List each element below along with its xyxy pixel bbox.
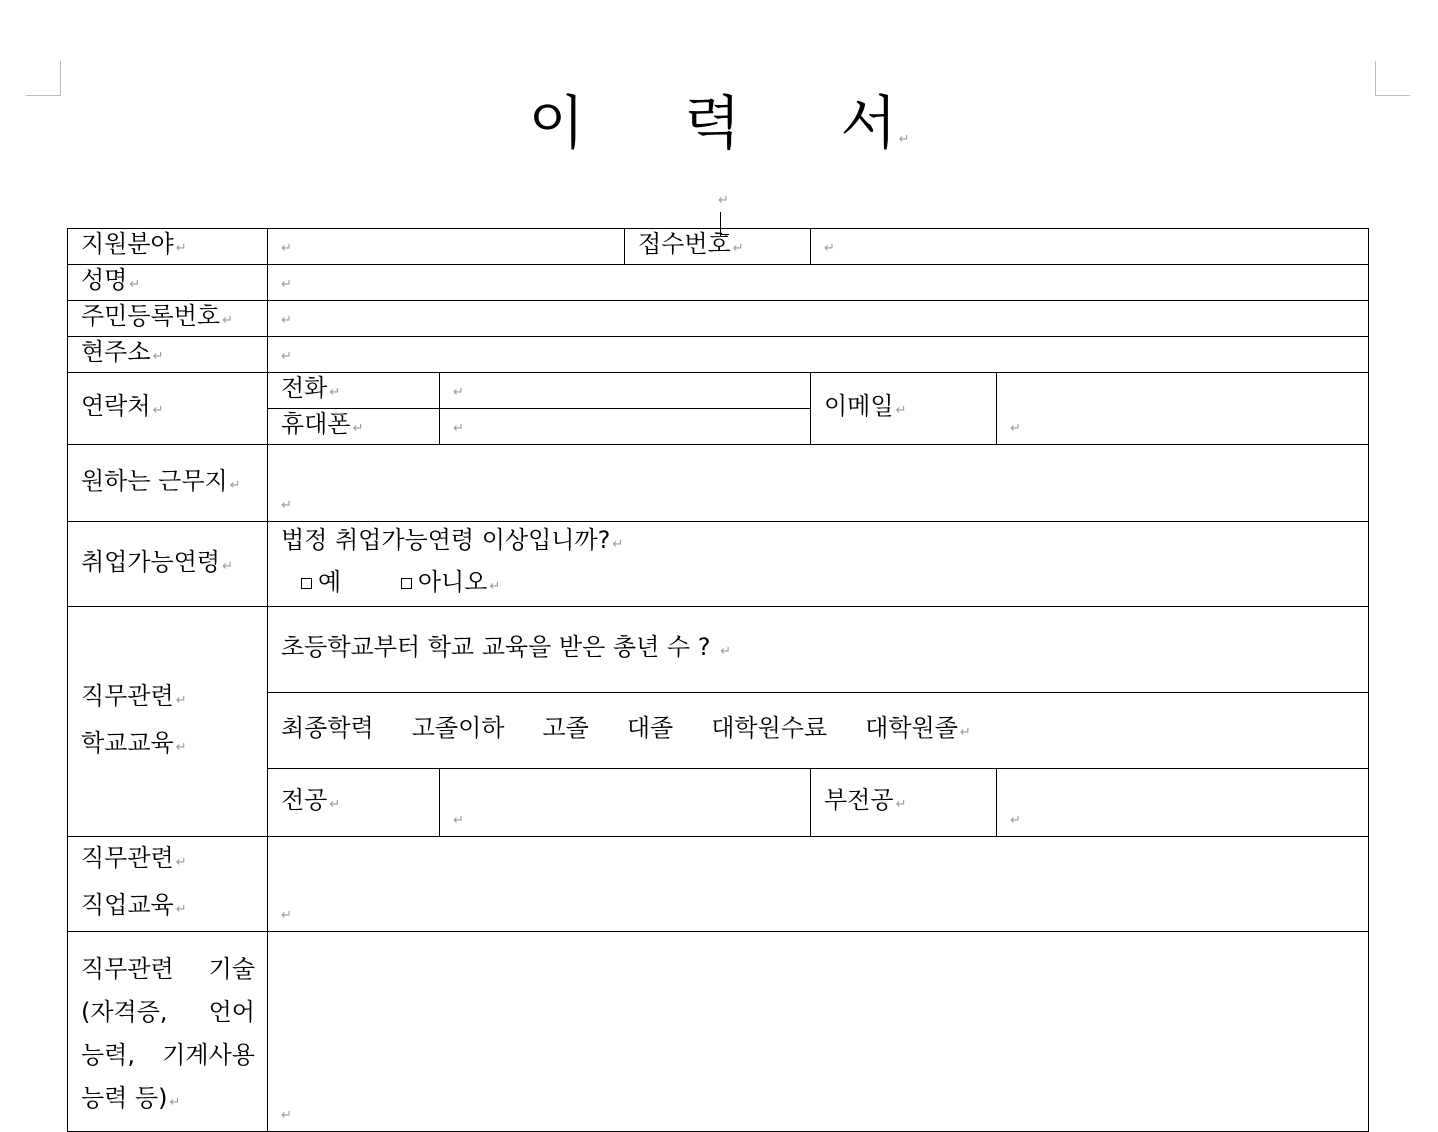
vocational-training-label: 직무관련 ↵ 직업교육 ↵ (68, 837, 268, 932)
mobile-label: 휴대폰 ↵ (268, 409, 440, 445)
phone-label: 전화 ↵ (268, 373, 440, 409)
row-employable-age (68, 522, 1369, 607)
school-education-label: 직무관련 ↵ 학교교육 ↵ (68, 607, 268, 837)
no-checkbox[interactable] (401, 578, 412, 589)
yes-checkbox[interactable] (301, 578, 312, 589)
title-char-3: 서 (840, 89, 897, 157)
row-address (68, 337, 1369, 373)
row-school-years (68, 607, 1369, 693)
row-name (68, 265, 1369, 301)
resident-id-label: 주민등록번호 ↵ (68, 301, 268, 337)
row-desired-workplace (68, 445, 1369, 522)
desired-workplace-input[interactable]: ↵ (268, 445, 1369, 522)
education-option-college[interactable]: 대졸 (626, 714, 674, 742)
major-label: 전공 ↵ (268, 769, 440, 837)
name-input[interactable]: ↵ (268, 265, 1369, 301)
minor-label: 부전공 ↵ (811, 769, 997, 837)
email-label: 이메일 ↵ (811, 373, 997, 445)
document-title (0, 88, 1438, 175)
education-option-highschool[interactable]: 고졸 (542, 714, 589, 742)
final-education-cell: 최종학력 고졸이하 고졸 대졸 대학원수료 대학원졸 ↵ (268, 693, 1369, 769)
field-label: 지원분야 ↵ (68, 229, 268, 265)
resume-form-table (67, 228, 1369, 1132)
paragraph-mark-icon: ↵ (718, 193, 729, 208)
address-input[interactable]: ↵ (268, 337, 1369, 373)
row-job-skills (68, 932, 1369, 1132)
minor-input[interactable]: ↵ (997, 769, 1369, 837)
title-char-1: 이 (528, 89, 585, 157)
employable-age-cell: 법정 취업가능연령 이상입니까? ↵ 예 아니오 ↵ (268, 522, 1369, 607)
final-education-label: 최종학력 (281, 714, 374, 742)
title-char-2: 력 (684, 89, 741, 157)
contact-label: 연락처 ↵ (68, 373, 268, 445)
school-years-question-cell: 초등학교부터 학교 교육을 받은 총년 수 ? ↵ (268, 607, 1369, 693)
row-resident-id (68, 301, 1369, 337)
no-label: 아니오 (417, 568, 488, 596)
vocational-training-input[interactable]: ↵ (268, 837, 1369, 932)
desired-workplace-label: 원하는 근무지 ↵ (68, 445, 268, 522)
employable-age-label: 취업가능연령 ↵ (68, 522, 268, 607)
name-label: 성명 ↵ (68, 265, 268, 301)
address-label: 현주소 ↵ (68, 337, 268, 373)
education-option-below-highschool[interactable]: 고졸이하 (411, 714, 505, 742)
field-input[interactable]: ↵ (268, 229, 625, 265)
education-option-graduate-coursework[interactable]: 대학원수료 (711, 714, 828, 742)
job-skills-input[interactable]: ↵ (268, 932, 1369, 1132)
major-input[interactable]: ↵ (440, 769, 811, 837)
row-field (68, 229, 1369, 265)
yes-label: 예 (318, 568, 342, 596)
mobile-input[interactable]: ↵ (440, 409, 811, 445)
email-input[interactable]: ↵ (997, 373, 1369, 445)
job-skills-label: 직무관련 기술 (자격증, 언어 능력, 기계사용 능력 등) ↵ (68, 932, 268, 1132)
resident-id-input[interactable]: ↵ (268, 301, 1369, 337)
school-years-question: 초등학교부터 학교 교육을 받은 총년 수 ? (281, 633, 711, 661)
education-option-graduate-degree[interactable]: 대학원졸 (865, 714, 958, 742)
phone-input[interactable]: ↵ (440, 373, 811, 409)
row-vocational-training (68, 837, 1369, 932)
receipt-number-input[interactable]: ↵ (811, 229, 1369, 265)
paragraph-mark-icon: ↵ (898, 132, 910, 147)
receipt-number-label: 접수번호 ↵ (625, 229, 811, 265)
row-contact-phone (68, 373, 1369, 409)
employable-age-question: 법정 취업가능연령 이상입니까? (281, 526, 611, 554)
